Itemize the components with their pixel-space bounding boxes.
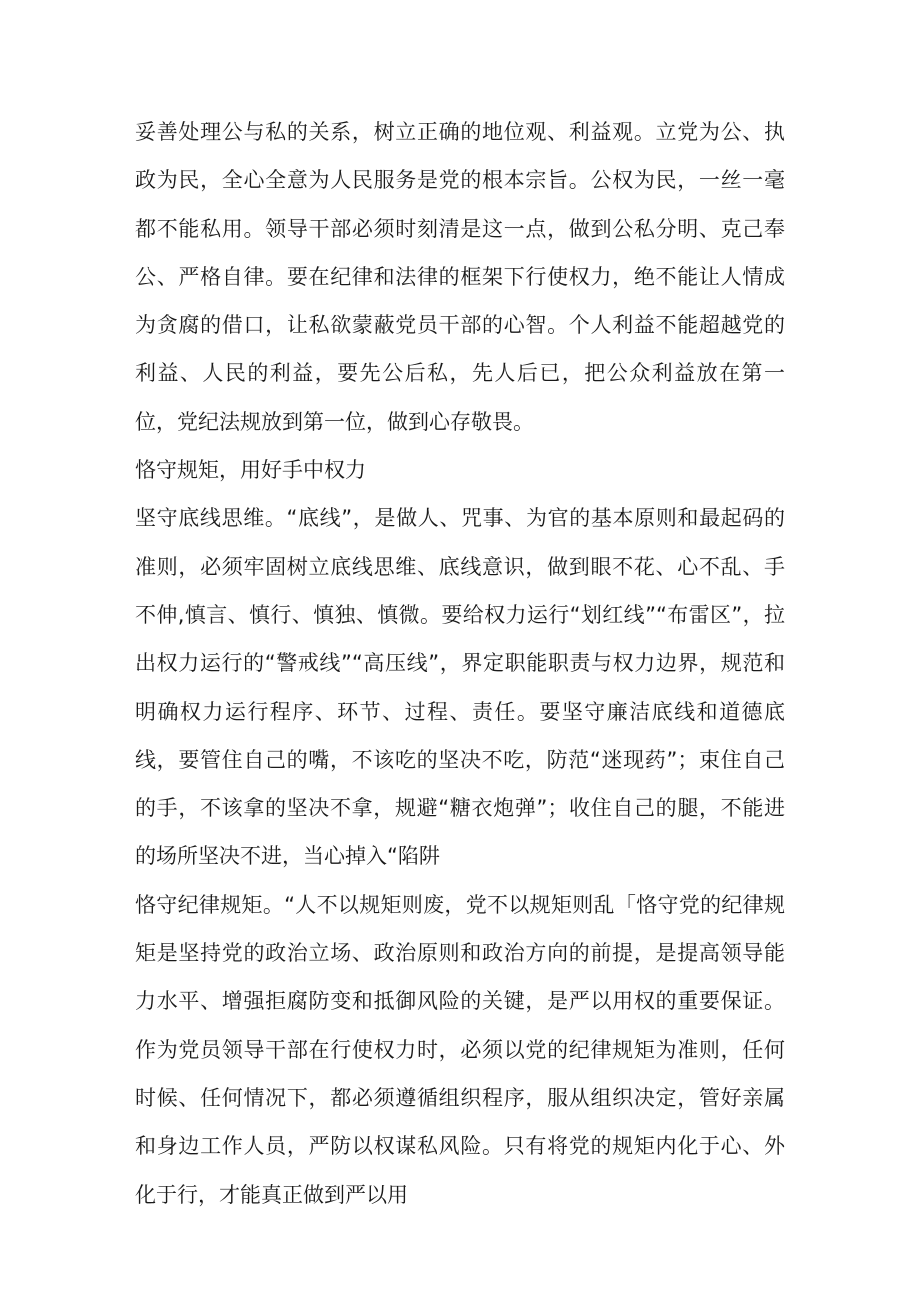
paragraph-public-private: 妥善处理公与私的关系，树立正确的地位观、利益观。立党为公、执政为民，全心全意为人民服务是党的根本宗旨。公权为民，一丝一毫都不能私用。领导干部必须时刻清是这一点，做到公私分明、克己奉公、严格自律。要在纪律和法律的框架下行使权力，绝不能让人情成为贪腐的借口，让私欲蒙蔽党员干部的心智。个人利益不能超越党的利益、人民的利益，要先公后私，先人后已，把公众利益放在第一位，党纪法规放到第一位，做到心存敬畏。 xyxy=(135,120,785,434)
document-body xyxy=(135,108,785,1219)
paragraph-discipline-rules: 恪守纪律规矩。“人不以规矩则废，党不以规矩则乱「恪守党的纪律规矩是坚持党的政治立场、政治原则和政治方向的前提，是提高领导能力水平、增强拒腐防变和抵御风险的关键，是严以用权的重要保证。作为党员领导干部在行使权力时，必须以党的纪律规矩为准则，任何时候、任何情况下，都必须遵循组织程序，服从组织决定，管好亲属和身边工作人员，严防以权谋私风险。只有将党的规矩内化于心、外化于行，才能真正做到严以用 xyxy=(135,892,785,1207)
section-heading: 恪守规矩，用好手中权力 xyxy=(135,458,366,483)
paragraph-bottom-line: 坚守底线思维。“底线”，是做人、咒事、为官的基本原则和最起码的准则，必须牢固树立底线思维、底线意识，做到眼不花、心不乱、手不伸,慎言、慎行、慎独、慎微。要给权力运行“划红线”“布雷区”，拉出权力运行的“警戒线”“高压线”，界定职能职责与权力边界，规范和明确权力运行程序、环节、过程、责任。要坚守廉洁底线和道德底线，要管住自己的嘴，不该吃的坚决不吃，防范“迷现药”；束住自己的手，不该拿的坚决不拿，规避“糖衣炮弹”；收住自己的腿，不能进的场所坚决不进，当心掉入“陷阱 xyxy=(135,506,785,869)
